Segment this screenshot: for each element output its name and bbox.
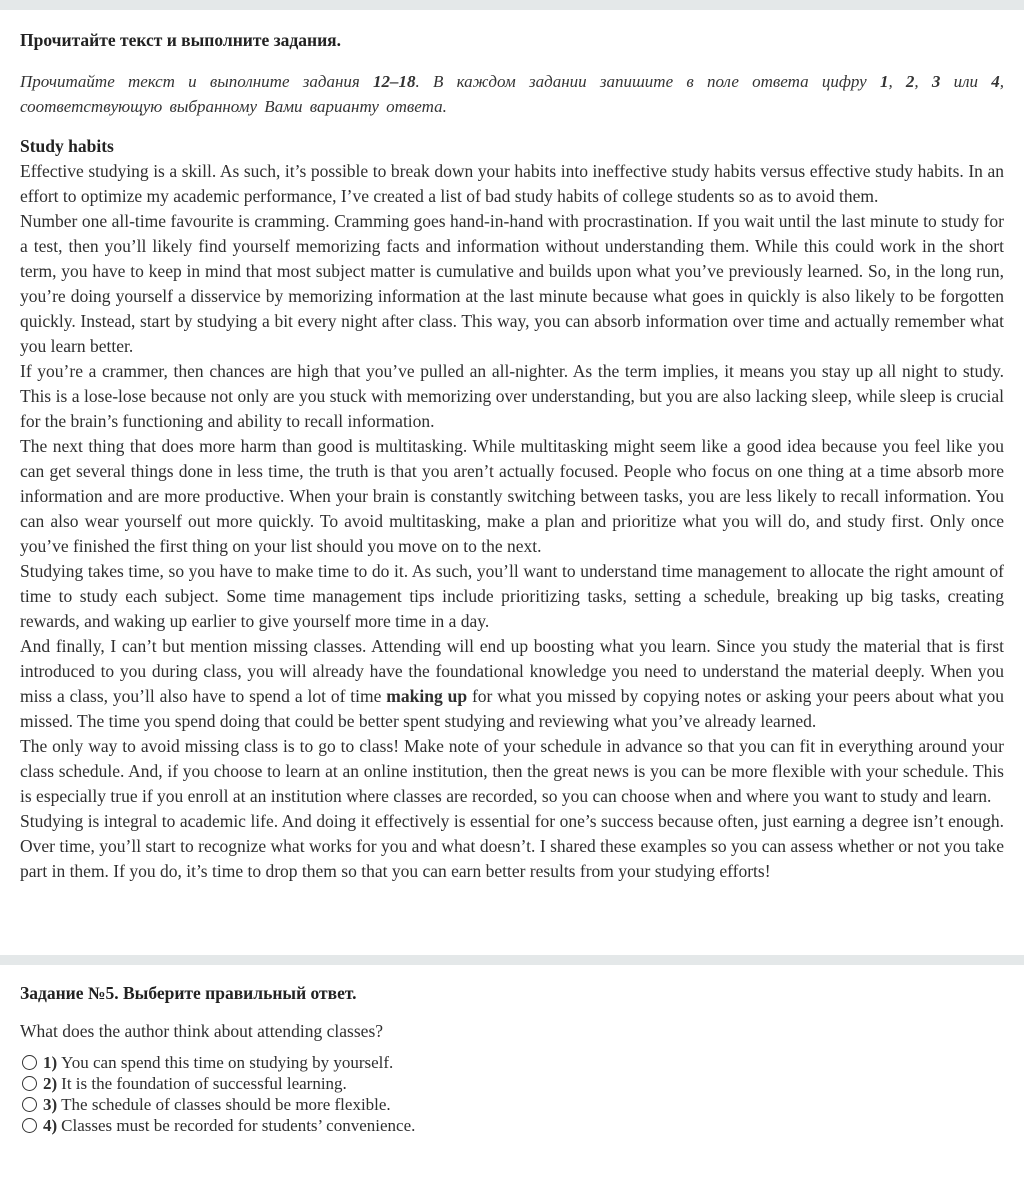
separator: , [888, 72, 906, 91]
option-number: 1) [43, 1052, 58, 1072]
question-text: What does the author think about attending classes? [20, 1021, 384, 1041]
instructions-text: . В каждом задании запишите в поле ответа цифру [415, 72, 880, 91]
instructions [20, 69, 1004, 119]
answer-option-3[interactable] [20, 1094, 1004, 1115]
text-paragraph [20, 634, 1004, 734]
radio-button[interactable] [22, 1097, 37, 1112]
answer-options [20, 1052, 1004, 1136]
top-divider [0, 0, 1024, 10]
answer-digit: 1 [879, 72, 889, 91]
option-number: 2) [43, 1073, 58, 1093]
instructions-text: Прочитайте текст и выполните задания [20, 72, 374, 91]
text-paragraph: Effective studying is a skill. As such, it’s possible to break down your habits into ineffective study habits versus effective study habits. In an effort to optimize my academic performance, I’ve created a list of bad study habits of college students so as to avoid them. [20, 161, 1004, 206]
text-title: Study habits [20, 136, 114, 156]
answer-option-4[interactable] [20, 1115, 1004, 1136]
text-paragraph: Studying is integral to academic life. And doing it effectively is essential for one’s success because often, just earning a degree isn’t enough. Over time, you’ll start to recognize what works for you and what doesn’t. I shared these examples so you can assess whether or not you take part in them. If you do, it’s time to drop them so that you can earn better results from your studying efforts! [20, 811, 1004, 881]
highlighted-phrase: making up [386, 686, 468, 706]
answer-digit: 4 [991, 72, 1000, 91]
instructions-text: , соответствующую выбранному Вами варианту ответа. [20, 72, 1005, 116]
option-number: 3) [43, 1094, 58, 1114]
paragraph-text: for what you missed by copying notes or asking your peers about what you missed. The time you spend doing that could be better spent studying and reviewing what you’ve already learned. [20, 686, 1004, 731]
option-text: You can spend this time on studying by yourself. [61, 1052, 394, 1072]
text-paragraph: The next thing that does more harm than good is multitasking. While multitasking might seem like a good idea because you feel like you can get several things done in less time, the truth is that you aren’t actually focused. People who focus on one thing at a time absorb more information and are more productive. When your brain is constantly switching between tasks, you are less likely to recall information. You can also wear yourself out more quickly. To avoid multitasking, make a plan and prioritize what you will do, and study first. Only once you’ve finished the first thing on your list should you move on to the next. [20, 436, 1004, 556]
radio-button[interactable] [22, 1118, 37, 1133]
answer-option-2[interactable] [20, 1073, 1004, 1094]
section-divider [0, 955, 1024, 965]
separator: , [914, 72, 932, 91]
text-paragraph: Studying takes time, so you have to make time to do it. As such, you’ll want to understand time management to allocate the right amount of time to study each subject. Some time management tips include prioritizing tasks, setting a schedule, breaking up big tasks, creating rewards, and waking up earlier to give yourself more time in a day. [20, 561, 1004, 631]
answer-option-1[interactable] [20, 1052, 1004, 1073]
text-paragraph: The only way to avoid missing class is to go to class! Make note of your schedule in advance so that you can fit in everything around your class schedule. And, if you choose to learn at an online institution, then the great news is you can be more flexible with your schedule. This is especially true if you enroll at an institution where classes are recorded, so you can choose when and where you want to study and learn. [20, 736, 1004, 806]
task-range: 12–18 [373, 72, 416, 91]
radio-button[interactable] [22, 1076, 37, 1091]
answer-digit: 2 [905, 72, 915, 91]
separator: или [940, 72, 992, 91]
text-paragraph: Number one all-time favourite is cramming. Cramming goes hand-in-hand with procrastination. If you wait until the last minute to study for a test, then you’ll likely find yourself memorizing facts and information without understanding them. While this could work in the short term, you have to keep in mind that most subject matter is cumulative and builds upon what you’ve previously learned. So, in the long run, you’re doing yourself a disservice by memorizing information at the last minute because what goes in quickly is also likely to be forgotten quickly. Instead, start by studying a bit every night after class. This way, you can absorb information over time and actually remember what you learn better. [20, 211, 1004, 356]
text-paragraph: If you’re a crammer, then chances are high that you’ve pulled an all-nighter. As the term implies, it means you stay up all night to study. This is a lose-lose because not only are you stuck with memorizing over understanding, but you are also lacking sleep, while sleep is crucial for the brain’s functioning and ability to recall information. [20, 361, 1004, 431]
radio-button[interactable] [22, 1055, 37, 1070]
option-number: 4) [43, 1115, 58, 1135]
option-text: Classes must be recorded for students’ convenience. [61, 1115, 416, 1135]
section-heading: Прочитайте текст и выполните задания. [20, 30, 342, 50]
reading-section [0, 10, 1024, 955]
option-text: It is the foundation of successful learning. [61, 1073, 347, 1093]
answer-digit: 3 [931, 72, 941, 91]
task-section [0, 965, 1024, 1136]
task-title: Задание №5. Выберите правильный ответ. [20, 983, 357, 1003]
option-text: The schedule of classes should be more flexible. [61, 1094, 391, 1114]
paragraph-text: And finally, I can’t but mention missing classes. Attending will end up boosting what you learn. Since you study the material that is first introduced to you during class, you will already have the foundational knowledge you need to understand the material deeply. When you miss a class, you’ll also have to spend a lot of time [20, 636, 1004, 706]
